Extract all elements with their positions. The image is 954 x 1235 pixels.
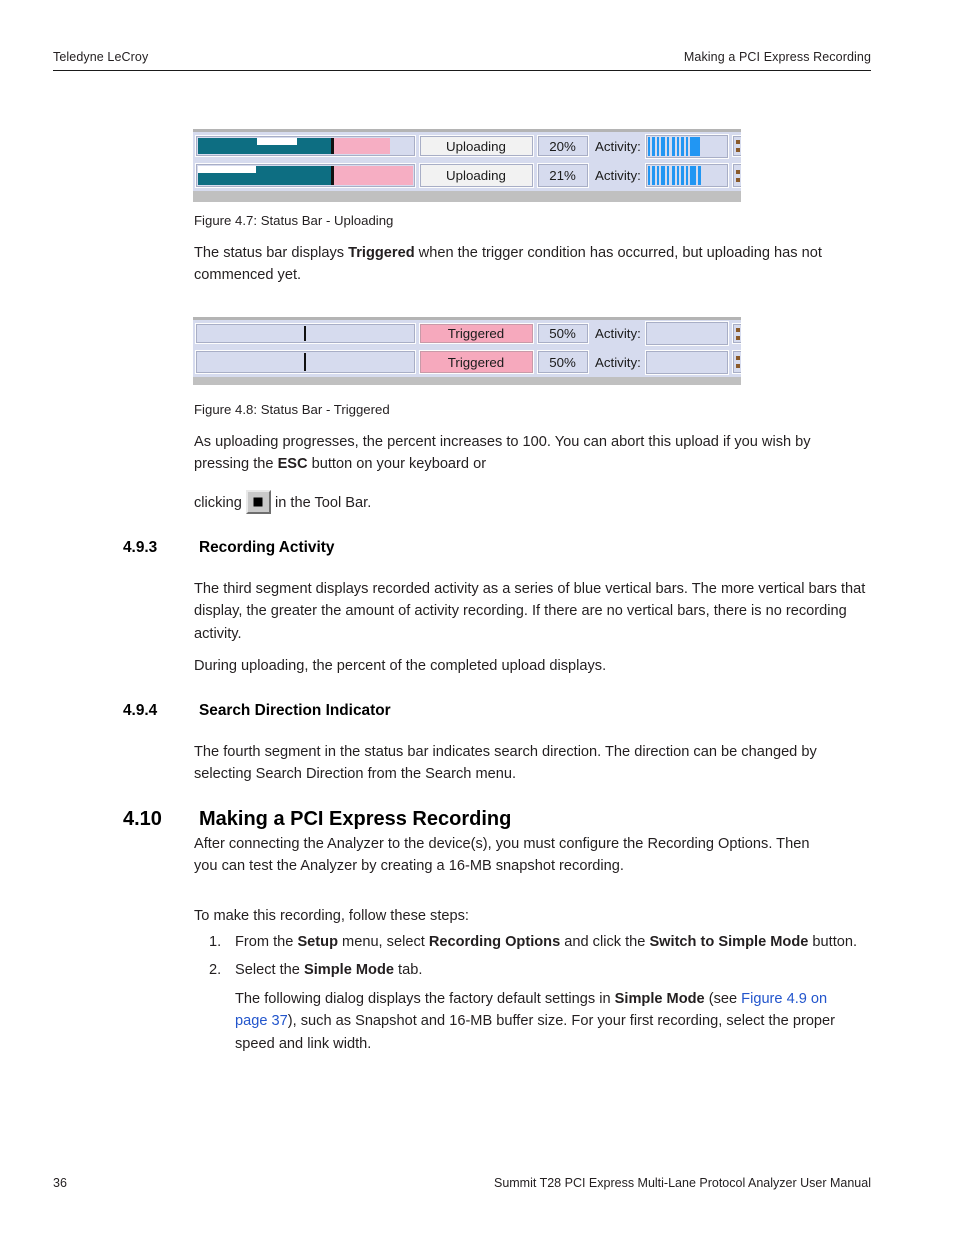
activity-label: Activity: [595, 138, 641, 154]
status-text-cell: Uploading [419, 163, 534, 188]
cross-reference-link[interactable]: Figure 4.9 on page 37 [235, 990, 828, 1030]
recording-progress-bar [195, 350, 416, 374]
heading-title: Search Direction Indicator [199, 702, 391, 719]
activity-cell [590, 163, 730, 188]
heading-title: Making a PCI Express Recording [199, 808, 512, 830]
activity-label: Activity: [595, 326, 641, 341]
step2-line [235, 959, 859, 981]
percent-cell: 50% [537, 323, 589, 344]
activity-indicator [645, 134, 729, 159]
triggered-desc-part2: when the trigger condition has occurred, but uploading has not commenced yet. [194, 245, 822, 284]
status-bar-row [193, 317, 741, 347]
paragraph-recording-activity-2: During uploading, the percent of the completed upload displays. [194, 658, 607, 674]
step2-follow-part1: The following dialog displays the factory default settings in [235, 990, 615, 1007]
paragraph-triggered-description [194, 242, 869, 287]
heading-number: 4.9.4 [123, 702, 158, 719]
figure-caption-4-7: Figure 4.7: Status Bar - Uploading [194, 213, 394, 228]
paragraph-clicking-toolbar [194, 490, 371, 514]
step2-bold-simple-mode: Simple Mode [303, 962, 394, 979]
activity-label: Activity: [595, 168, 641, 183]
heading-number: 4.10 [123, 808, 162, 830]
step-text [235, 931, 857, 953]
recording-progress-bar [195, 163, 416, 188]
search-direction-icon [736, 328, 740, 332]
activity-cell [590, 350, 730, 374]
status-text-cell: Triggered [419, 323, 534, 344]
heading-title: Recording Activity [199, 539, 335, 556]
footer-manual-title: Summit T28 PCI Express Multi-Lane Protocol Analyzer User Manual [493, 1176, 871, 1190]
paragraph-recording-activity-1: The third segment displays recorded activity as a series of blue vertical bars. The more vertical bars that display, the greater the amount of activity recording. If there are no vertical bars, there is no recording activity. [194, 581, 866, 642]
percent-cell: 20% [537, 135, 589, 157]
percent-cell: 50% [537, 350, 589, 374]
step1-part2: menu, select [338, 934, 429, 950]
search-direction-icon [736, 356, 740, 360]
activity-indicator [645, 350, 729, 375]
header-chapter-title: Making a PCI Express Recording [683, 50, 871, 64]
triggered-desc-bold: Triggered [348, 245, 415, 261]
toolbar-label: in the Tool Bar. [274, 495, 372, 511]
heading-making-recording [123, 808, 511, 831]
search-direction-icon-secondary [736, 336, 740, 340]
percent-cell: 21% [537, 163, 589, 188]
status-bar-row [193, 160, 741, 191]
status-bar-row [193, 347, 741, 377]
stop-button-icon[interactable] [246, 490, 271, 514]
search-direction-icon [736, 140, 740, 144]
clicking-label: clicking [194, 495, 242, 511]
list-item [209, 931, 859, 953]
step2-follow-bold: Simple Mode [614, 990, 705, 1007]
step1-bold-setup: Setup [297, 934, 338, 950]
step1-part1: From the [235, 934, 298, 950]
activity-label: Activity: [595, 354, 641, 370]
step1-part3: and click the [560, 934, 650, 950]
heading-recording-activity [123, 539, 334, 557]
paragraph-search-direction-1: The fourth segment in the status bar indicates search direction. The direction can be changed by selecting Search Direction from the Search menu. [194, 744, 817, 783]
abort-esc-bold: ESC [277, 456, 308, 473]
step-text [235, 959, 859, 1055]
step2-part2: tab. [393, 962, 423, 979]
search-direction-cell [732, 323, 742, 344]
step2-follow-part2: (see [704, 990, 742, 1007]
search-direction-icon [736, 170, 740, 174]
step1-bold-recording-options: Recording Options [428, 934, 561, 950]
paragraph-abort-upload [194, 431, 869, 476]
triggered-desc-part1: The status bar displays [194, 245, 349, 261]
activity-indicator [645, 321, 729, 346]
page-footer [53, 1176, 871, 1190]
footer-page-number: 36 [53, 1176, 67, 1190]
recording-progress-bar [195, 323, 416, 344]
search-direction-cell [732, 135, 742, 157]
step2-follow-part3: ), such as Snapshot and 16-MB buffer size. For your first recording, select the proper speed and link width. [235, 1013, 836, 1052]
status-text-cell: Uploading [419, 135, 534, 157]
progress-notch [198, 166, 257, 173]
search-direction-cell [732, 350, 742, 374]
abort-part1: As uploading progresses, the percent increases to 100. You can abort this upload if you wish by pressing the [194, 434, 811, 473]
paragraph-making-recording-2: To make this recording, follow these steps: [194, 908, 469, 924]
header-company-name: Teledyne LeCroy [53, 50, 149, 64]
activity-indicator [645, 163, 729, 188]
step-number: 2. [209, 962, 222, 979]
steps-list [209, 931, 859, 1055]
heading-search-direction [123, 702, 391, 720]
figure-status-bar-uploading [193, 129, 741, 202]
step-number: 1. [209, 934, 222, 950]
status-bar-row [193, 129, 741, 160]
activity-cell [590, 323, 730, 344]
activity-cell [590, 135, 730, 157]
page-header [53, 50, 871, 71]
step1-part4: button. [808, 934, 858, 950]
heading-number: 4.9.3 [123, 539, 158, 556]
figure-caption-4-8: Figure 4.8: Status Bar - Triggered [194, 402, 390, 417]
paragraph-making-recording-1: After connecting the Analyzer to the device(s), you must configure the Recording Options. Then you can test the Analyzer by creating a 16-MB snapshot recording. [194, 836, 810, 875]
progress-notch [257, 138, 297, 145]
status-text-cell: Triggered [419, 350, 534, 374]
step1-bold-switch-simple-mode: Switch to Simple Mode [649, 934, 809, 950]
step2-followup [235, 988, 859, 1055]
figure-status-bar-triggered [193, 317, 741, 385]
search-direction-icon-secondary [736, 178, 740, 182]
recording-progress-bar [195, 135, 416, 157]
step2-part1: Select the [235, 962, 304, 979]
search-direction-icon-secondary [736, 148, 740, 152]
list-item [209, 959, 859, 1055]
search-direction-icon-secondary [736, 364, 740, 368]
search-direction-cell [732, 163, 742, 188]
abort-part2: button on your keyboard or [307, 456, 487, 473]
